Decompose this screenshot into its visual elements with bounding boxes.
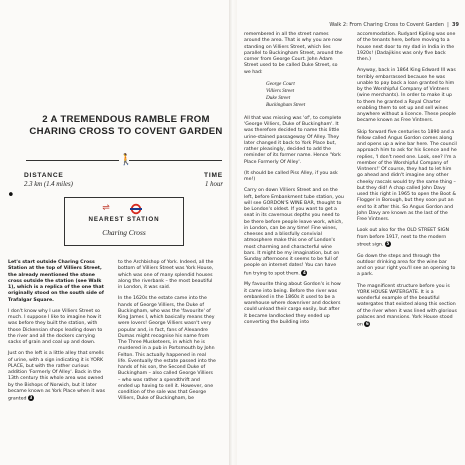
paragraph-text: Let's start outside Charing Cross Station at the top of Villiers Street, the already mentioned the stone cross outside the station (see Walk 1), which is a replica of the one that originally stood on the south side of Trafalgar Square. — [8, 260, 104, 303]
margin-dot: • — [7, 188, 15, 203]
street-name: Buckingham Street — [266, 101, 306, 108]
left-column-2 — [118, 260, 216, 408]
underground-roundel-icon — [130, 203, 142, 215]
paragraph: Anyway, back in 1864 King Edward III was terribly embarrassed because he was unable to pay back a loan granted to him by the Worshipful Company of Vintners (wine merchants). In order to make it up to them he granted a Royal Charter enabling them to set up and sell wines anywhere without a licence. These people became known as Free Vintners. — [357, 68, 456, 124]
gutter — [229, 0, 237, 465]
title-line-1: 2 A TREMENDOUS RAMBLE FROM — [42, 114, 210, 125]
walking-figure-icon: 🚶 — [119, 153, 133, 166]
distance-label: DISTANCE — [24, 172, 64, 179]
right-page — [237, 0, 465, 465]
left-column-1 — [8, 260, 106, 408]
paragraph: Go down the steps and through the outdoor drinking area for the wine bar and on your right you'll see an opening to a park. — [357, 253, 456, 278]
station-box — [64, 197, 184, 246]
running-head: Walk 2: From Charing Cross to Covent Garden | 39 — [329, 22, 459, 28]
paragraph: remembered in all the street names around the area. That is why you are now standing on Villiers Street, which lies parallel to Buckingham Street, around the corner from George Court. John Adam Street used to be called Duke Street, so we had: — [244, 32, 343, 75]
paragraph: Skip forward five centuries to 1890 and a fellow called Angus Gordon comes along and opens up a wine bar here. The council approach him to ask for his licence and he replies, 'I don't need one. Look, see? I'm a member of the Worshipful Company of Vintners!' Of course, they had to let him go ahead and didn't imagine any other cheeky rascals would try the same thing – but they did! A chap called John Davy used this right in 1965 to open the Boot & Flogger in Borough, but they soon put an end to it after this. So Angus Gordon and John Davy are known as the last of the Free Vintners. — [357, 129, 457, 222]
paragraph: to the Archbishop of York. Indeed, all the bottom of Villiers Street was York House, which was one of many splendid houses along the riverbank – the most beautiful in London, it was said. — [118, 260, 214, 290]
right-column-1 — [244, 32, 344, 331]
paragraph-text: Carry on down Villiers Street and on the left, before Embankment tube station, you will see GORDON'S WINE BAR, thought to be London's oldest. If you want to get a seat in its cavernous depths you need to be there before people leave work, which, in London, can be any time! Fine wines, cheeses and a blissfully convivial atmosphere make this one of London's most charming and characterful wine bars. It might be my imagination, but on Sunday afternoons it seems to be full of people on internet dates! You can have fun trying to spot them. — [244, 188, 344, 276]
map-pin-6: 6 — [365, 321, 369, 326]
right-column-2 — [357, 32, 457, 334]
left-page — [0, 0, 229, 465]
map-pin-5: 5 — [386, 240, 390, 246]
station-heading: NEAREST STATION — [88, 216, 160, 223]
street-list — [266, 81, 344, 109]
distance-value: 2.3 km (1.4 miles) — [24, 181, 73, 188]
paragraph: I don't know why I use Villiers Street so much. I suppose I like to imagine how it was before they built the station, with those Dickensian shops leading down to the river and all the dockers carrying sacks of grain and coal up and down. — [8, 308, 103, 345]
national-rail-icon: ⇌ — [102, 203, 110, 213]
paragraph: (It should be called Piss Alley, if you ask me!) — [244, 170, 338, 182]
map-pin-3: 3 — [29, 395, 33, 400]
map-pin-4: 4 — [303, 269, 306, 275]
station-name: Charing Cross — [102, 228, 146, 237]
walker-rule — [24, 152, 224, 168]
paragraph: My favourite thing about Gordon's is how it came into being. Before the river was embanked in the 1860s it used to be a warehouse where downriver and dockers could unload their cargo easily, but after it became landlocked they ended up converting the building into — [244, 282, 341, 325]
paragraph — [8, 260, 106, 304]
running-head-text: Walk 2: From Charing Cross to Covent Garden — [329, 22, 444, 28]
paragraph: accommodation. Rudyard Kipling was one of the tenants here, before moving to a house next door to my dad in India in the 1920s! (Dadajikins was only five back then.) — [357, 32, 456, 62]
time-label: TIME — [204, 172, 223, 179]
walk-title — [26, 114, 226, 138]
street-name: Villiers Street — [266, 87, 295, 94]
street-name: George Court — [266, 80, 295, 87]
street-name: Duke Street — [266, 94, 291, 101]
paragraph — [357, 228, 457, 248]
transport-icons — [98, 203, 152, 215]
paragraph — [8, 351, 106, 403]
page-number: 39 — [452, 22, 459, 28]
paragraph-text: The magnificent structure before you is YORK HOUSE WATERGATE. It is a wonderful example of the beautiful watergates that existed along this section of the river when it was lined with glorious palaces and mansions. York House stood on — [357, 283, 457, 328]
title-line-2: CHARING CROSS TO COVENT GARDEN — [29, 126, 223, 137]
paragraph-text: Look out also for the OLD STREET SIGN from before 1917, next to the modern street sign. — [357, 228, 449, 248]
paragraph: All that was missing was 'of', to complete 'George Villiers, Duke of Buckingham'. It was therefore decided to name this little urine-stained passageway Of Alley. They later changed it back to York Place but, rather pleasingly, decided to add the reminder of its former name. Hence 'York Place Formerly Of Alley'. — [244, 115, 342, 165]
paragraph: In the 1620s the estate came into the hands of George Villiers, the Duke of Buckingham, who was the 'favourite' of King James I, which basically means they were lovers! George Villiers wasn't very popular and, in fact, fans of Alexandre Dumas might recognise his name from The Three Musketeers, in which he is murdered in a pub in Portsmouth by John Felton. This actually happened in real life. Eventually the estate passed into the hands of his son, the Second Duke of Buckingham – also called George Villiers – who was rather a spendthrift and ended up having to sell it. However, one condition of the sale was that George Villiers, Duke of Buckingham, be — [118, 296, 216, 402]
paragraph — [357, 284, 457, 329]
paragraph-text: Just on the left is a little alley that smells of urine, with a sign indicating it is YORK PLACE, but with the rather curious addition 'Formerly Of Alley'. Back in the 13th century this whole area was owned by the Bishops of Norwich, but it later became known as York Place when it was granted — [8, 351, 106, 402]
paragraph — [244, 188, 344, 277]
time-value: 1 hour — [205, 181, 223, 188]
